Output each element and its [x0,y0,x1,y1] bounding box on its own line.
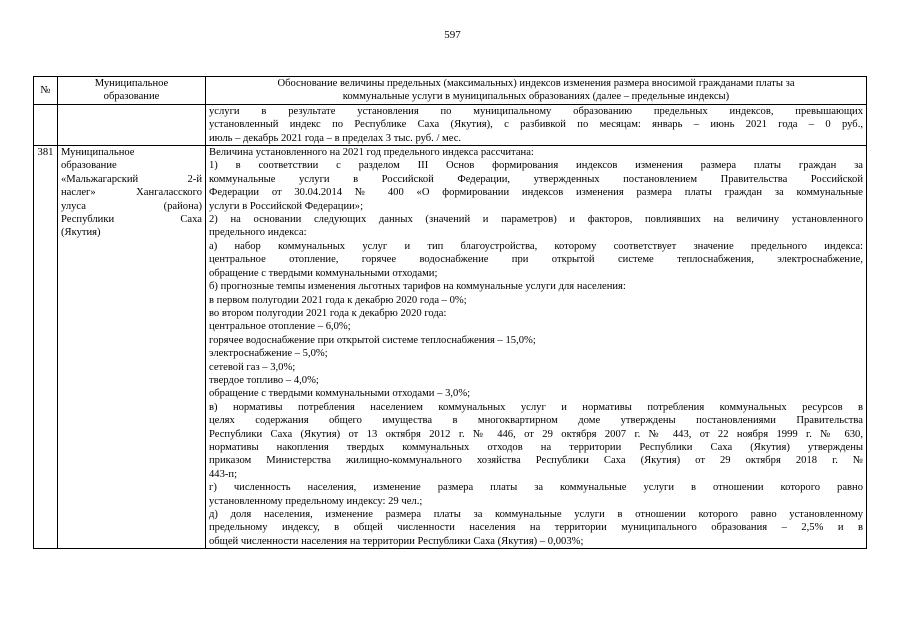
continuation-text-cell [206,104,867,145]
text-line: приказом Министерства жилищно-коммунального хозяйства Республики Саха (Якутия) от 29 октября 2018 г. № [209,455,863,467]
header-justification [206,77,867,105]
justification-cell [206,146,867,549]
header-justification-line: коммунальные услуги в муниципальных образованиях (далее – предельные индексы) [342,91,730,103]
text-line: Величина установленного на 2021 год предельного индекса рассчитана: [209,147,534,159]
text-line: а) набор коммунальных услуг и тип благоустройства, которому соответствует значение предельного индекса: [209,240,863,252]
continuation-num-cell [34,104,58,145]
text-line: обращение с твердыми коммунальными отходами; [209,267,438,279]
header-municipality [58,77,206,105]
text-line: 443-п; [209,468,238,480]
municipality-line: Республики Саха [61,214,202,226]
municipality-cell [58,146,206,549]
text-line: 1) в соответствии с разделом III Основ формирования индексов изменения размера платы граждан за [209,160,863,172]
text-line: общей численности населения на территории Республики Саха (Якутия) – 0,003%; [209,535,584,547]
header-municipality-line: Муниципальное [94,78,169,89]
text-line: в) нормативы потребления населением коммунальных услуг и нормативы потребления коммунальных ресурсов в [209,401,863,413]
text-line: услуги в Российской Федерации»; [209,200,364,212]
text-line: услуги в результате установления по муниципальному образованию предельных индексов, превышающих [209,105,863,117]
municipality-line: (Якутия) [61,227,101,239]
text-line: д) доля населения, изменение размера платы за коммунальные услуги в отношении которого равно установленному [209,509,863,520]
text-line: в первом полугодии 2021 года к декабрю 2020 года – 0%; [209,294,467,306]
municipality-line: улуса (района) [61,200,202,212]
indices-table [33,76,867,549]
text-line: предельному индексу, в общей численности населения на территории муниципального образования – 2,5% и в [209,522,863,534]
municipality-line: наслег» Хангаласского [61,187,202,199]
text-line: Республики Саха (Якутия) от 13 октября 2012 г. № 446, от 29 октября 2007 г. № 443, от 22 ноября 1999 г. № 630, [209,428,863,440]
municipality-line: «Мальжагарский 2-й [61,173,202,185]
text-line: установленному предельному индексу: 29 чел.; [209,495,423,507]
text-line: электроснабжение – 5,0%; [209,348,328,360]
text-line: центральное отопление – 6,0%; [209,321,351,333]
table-row-381 [34,146,867,549]
text-line: нормативы накопления твердых коммунальных отходов на территории Республики Саха (Якутия) утверждены [209,441,863,453]
table-header-row [34,77,867,105]
text-line: июль – декабрь 2021 года – в пределах 3 тыс. руб. / мес. [209,132,462,144]
header-justification-line: Обоснование величины предельных (максимальных) индексов изменения размера вносимой гражданами платы за [277,78,795,89]
header-num: № [34,77,58,105]
text-line: центральное отопление, горячее водоснабжение при открытой системе теплоснабжения, электроснабжение, [209,254,863,266]
text-line: г) численность населения, изменение размера платы за коммунальные услуги в отношении которого равно [209,482,863,494]
text-line: предельного индекса: [209,227,307,239]
continuation-municipality-cell [58,104,206,145]
text-line: установленный индекс по Республике Саха (Якутия), с разбивкой по месяцам: январь – июнь 2021 года – 0 руб., [209,119,863,131]
text-line: коммунальные услуги в Российской Федерации, утвержденных постановлением Правительства Российской [209,173,863,185]
header-municipality-line: образование [103,91,160,103]
text-line: твердое топливо – 4,0%; [209,374,319,386]
text-line: 2) на основании следующих данных (значений и параметров) и факторов, повлиявших на величину установленного [209,214,863,226]
text-line: целях содержания общего имущества в многоквартирном доме утверждены постановлениями Правительства [209,415,863,427]
text-line: сетевой газ – 3,0%; [209,361,296,373]
table-row-continuation [34,104,867,145]
text-line: Федерации от 30.04.2014 № 400 «О формировании индексов изменения размера платы граждан за коммунальные [209,187,863,199]
text-line: горячее водоснабжение при открытой системе теплоснабжения – 15,0%; [209,334,536,346]
municipality-line: образование [61,160,117,172]
text-line: во втором полугодии 2021 года к декабрю 2020 года: [209,307,447,319]
page-number: 597 [444,29,461,41]
text-line: обращение с твердыми коммунальными отходами – 3,0%; [209,388,471,400]
municipality-line: Муниципальное [61,147,135,159]
row-number: 381 [34,146,58,549]
text-line: б) прогнозные темпы изменения льготных тарифов на коммунальные услуги для населения: [209,281,626,293]
